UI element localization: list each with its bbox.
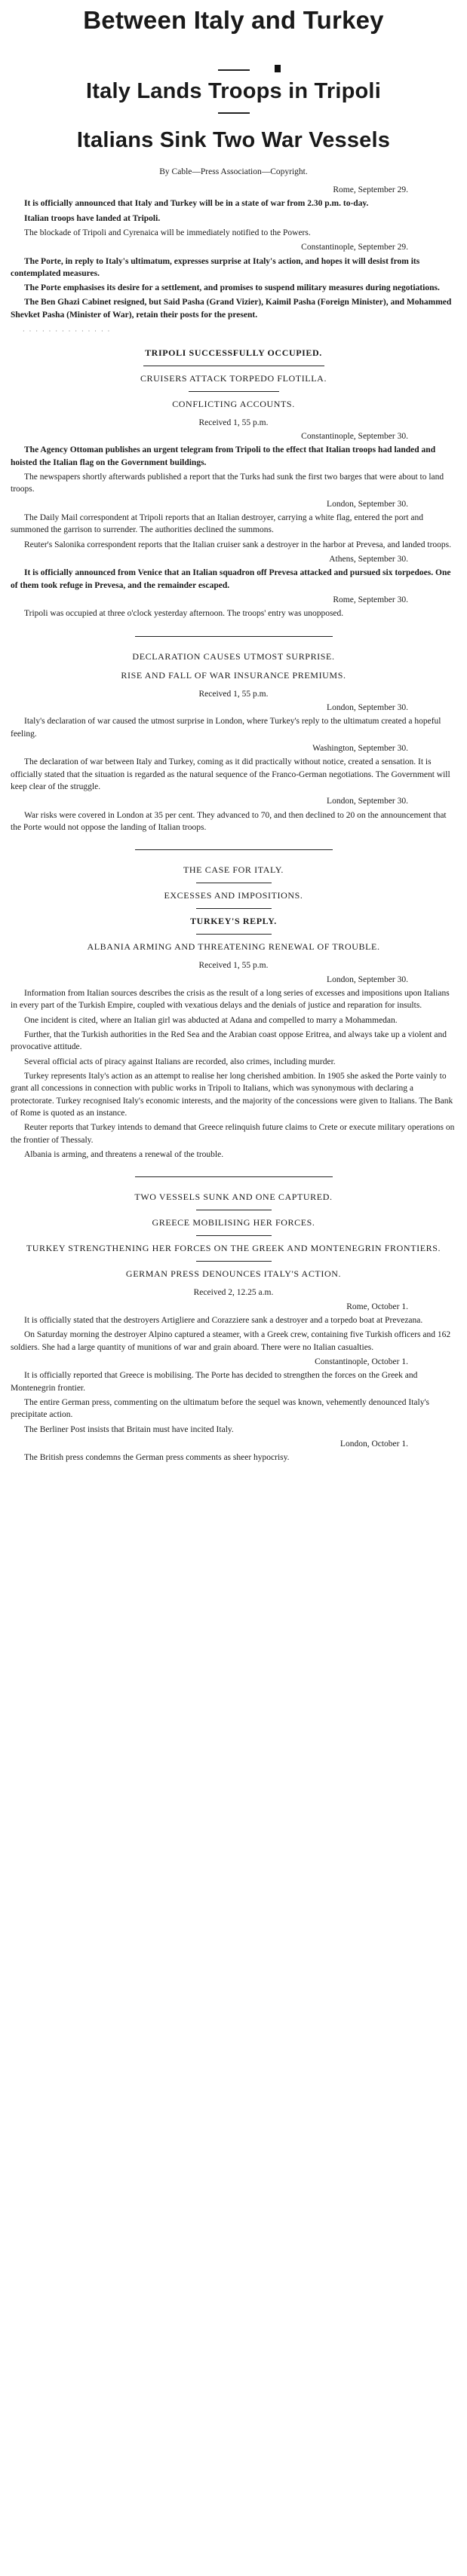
paragraph: The declaration of war between Italy and Turkey, coming as it did practically without notice, created a sensation. It is officially stated that the situation is regarded as the natural sequence of the Franco-German negotiations. The Government will keep clear of the struggle.	[11, 757, 450, 791]
dateline: Rome, September 30.	[333, 595, 408, 604]
section-tripoli	[11, 347, 456, 620]
paragraph: Albania is arming, and threatens a renewal of the trouble.	[24, 1149, 224, 1159]
section-title: DECLARATION CAUSES UTMOST SURPRISE.	[132, 650, 335, 662]
dateline: Athens, September 30.	[329, 554, 408, 564]
section-title: TURKEY STRENGTHENING HER FORCES ON THE GREEK AND MONTENEGRIN FRONTIERS.	[26, 1243, 441, 1254]
section-title: TRIPOLI SUCCESSFULLY OCCUPIED.	[145, 347, 322, 358]
headline-vessels: Italians Sink Two War Vessels	[76, 127, 391, 152]
section-title: GREECE MOBILISING HER FORCES.	[152, 1217, 315, 1228]
received-time: Received 1, 55 p.m.	[198, 961, 269, 971]
dateline: Rome, October 1.	[346, 1302, 408, 1311]
paragraph: Tripoli was occupied at three o'clock yesterday afternoon. The troops' entry was unopposed.	[24, 609, 344, 619]
dateline: Rome, September 29.	[333, 185, 408, 194]
paragraph: Information from Italian sources describes the crisis as the result of a long series of excesses and impositions upon Italians in every part of the Turkish Empire, coupled with vexatious delays and the denials of justice and reparation for insults.	[11, 988, 450, 1011]
section-title: TWO VESSELS SUNK AND ONE CAPTURED.	[134, 1192, 333, 1203]
dateline: London, October 1.	[339, 1439, 408, 1449]
paragraph: On Saturday morning the destroyer Alpino captured a steamer, with a Greek crew, containing five Turkish officers and 162 soldiers. She had a large quantity of munitions of war and grain aboard. There were no Italian casualties.	[11, 1330, 451, 1352]
paragraph: It is officially reported that Greece is mobilising. The Porte has decided to strengthen the forces on the Greek and Montenegrin frontier.	[11, 1371, 418, 1393]
received-time: Received 1, 55 p.m.	[198, 689, 269, 699]
section-title: TURKEY'S REPLY.	[190, 916, 277, 927]
paragraph: The Porte emphasises its desire for a settlement, and promises to suspend military measures during negotiations.	[24, 283, 440, 293]
paragraph: The Agency Ottoman publishes an urgent telegram from Tripoli to the effect that Italian troops had landed and hoisted the Italian flag on the Government buildings.	[11, 445, 436, 467]
section-title: CRUISERS ATTACK TORPEDO FLOTILLA.	[140, 372, 327, 384]
headline-main: Between Italy and Turkey	[83, 6, 384, 34]
section-case-for-italy	[11, 864, 456, 1161]
dateline: London, September 30.	[327, 702, 408, 712]
dateline: London, September 30.	[327, 499, 408, 509]
separator	[196, 1261, 272, 1262]
paragraph: It is officially announced from Venice that an Italian squadron off Prevesa attacked and pursued six torpedoes. One of them took refuge in Prevesa, and the remainder escaped.	[11, 568, 451, 590]
paragraph: Further, that the Turkish authorities in the Red Sea and the Arabian coast oppose Eritrea, and always take up a violent and provocative attitude.	[11, 1029, 447, 1052]
received-time: Received 2, 12.25 a.m.	[193, 1288, 274, 1298]
print-noise: · · · · · · · · · · · · · ·	[23, 328, 112, 335]
paragraph: It is officially announced that Italy and Turkey will be in a state of war from 2.30 p.m. to-day.	[24, 199, 369, 209]
dateline: London, September 30.	[327, 974, 408, 984]
section-title: GERMAN PRESS DENOUNCES ITALY'S ACTION.	[125, 1268, 342, 1280]
paragraph: The Porte, in reply to Italy's ultimatum, expresses surprise at Italy's action, and hopes it will desist from its contemplated measures.	[11, 256, 420, 278]
dateline: Constantinople, September 30.	[301, 431, 408, 441]
dateline: Constantinople, October 1.	[315, 1357, 408, 1366]
section-title: CONFLICTING ACCOUNTS.	[172, 398, 295, 409]
separator	[189, 391, 279, 392]
spot-mark	[275, 65, 281, 72]
section-surprise	[11, 650, 456, 834]
paragraph: The Ben Ghazi Cabinet resigned, but Said Pasha (Grand Vizier), Kaimil Pasha (Foreign Minister), and Mohammed Shevket Pasha (Minister of War), retain their posts for the present.	[11, 298, 452, 320]
paragraph: The Daily Mail correspondent at Tripoli reports that an Italian destroyer, carrying a white flag, entered the port and summoned the garrison to surrender. The authorities declined the summons.	[11, 512, 424, 535]
byline: By Cable—Press Association—Copyright.	[159, 167, 308, 176]
paragraph: Reuter's Salonika correspondent reports that the Italian cruiser sank a destroyer in the harbor at Prevesa, and landed troops.	[24, 540, 452, 549]
dateline: London, September 30.	[327, 797, 408, 806]
separator	[196, 908, 272, 909]
received-time: Received 1, 55 p.m.	[198, 418, 269, 427]
section-title: RISE AND FALL OF WAR INSURANCE PREMIUMS.	[121, 669, 346, 681]
dateline: Washington, September 30.	[312, 743, 408, 753]
paragraph: Several official acts of piracy against Italians are recorded, also crimes, including murder.	[24, 1057, 336, 1066]
paragraph: The British press condemns the German press comments as sheer hypocrisy.	[24, 1453, 290, 1463]
section-declaration	[11, 184, 456, 336]
section-title: THE CASE FOR ITALY.	[183, 864, 284, 876]
section-title: ALBANIA ARMING AND THREATENING RENEWAL OF TROUBLE.	[87, 941, 380, 953]
paragraph: It is officially stated that the destroyers Artigliere and Corazziere sank a destroyer and a torpedo boat at Prevezana.	[24, 1316, 423, 1326]
paragraph: War risks were covered in London at 35 per cent. They advanced to 70, and then declined to 20 on the announcement that the Porte would not oppose the landing of Italian troops.	[11, 810, 447, 832]
paragraph: Reuter reports that Turkey intends to demand that Greece relinquish future claims to Crete or execute military operations on the frontier of Thessaly.	[11, 1123, 455, 1145]
paragraph: One incident is cited, where an Italian girl was abducted at Adana and compelled to marry a Mohammedan.	[24, 1015, 398, 1025]
paragraph: Turkey represents Italy's action as an attempt to realise her long cherished ambition. In 1905 she asked the Porte vainly to grant all concessions in connection with public works in Tripoli to Italians, which was synonymous with declaring a protectorate. Turkey recognised Italy's economic interests, and the majority of the concessions were given to Italians. The Bank of Rome is quoted as an instance.	[11, 1071, 453, 1118]
paragraph: The entire German press, commenting on the ultimatum before the sequel was known, vehemently denounced Italy's precipitate action.	[11, 1397, 429, 1420]
headline-troops: Italy Lands Troops in Tripoli	[86, 78, 381, 103]
paragraph: Italian troops have landed at Tripoli.	[24, 213, 161, 223]
separator	[196, 1235, 272, 1236]
dateline: Constantinople, September 29.	[301, 243, 408, 252]
paragraph: The newspapers shortly afterwards published a report that the Turks had sunk the first two barges that were about to land troops.	[11, 472, 444, 494]
separator	[196, 934, 272, 935]
paragraph: The blockade of Tripoli and Cyrenaica will be immediately notified to the Powers.	[24, 228, 311, 237]
paragraph: The Berliner Post insists that Britain must have incited Italy.	[24, 1424, 234, 1434]
paragraph: Italy's declaration of war caused the utmost surprise in London, where Turkey's reply to the ultimatum created a hopeful feeling.	[11, 717, 441, 739]
section-vessels-sunk	[11, 1191, 456, 1464]
section-title: EXCESSES AND IMPOSITIONS.	[164, 890, 303, 901]
